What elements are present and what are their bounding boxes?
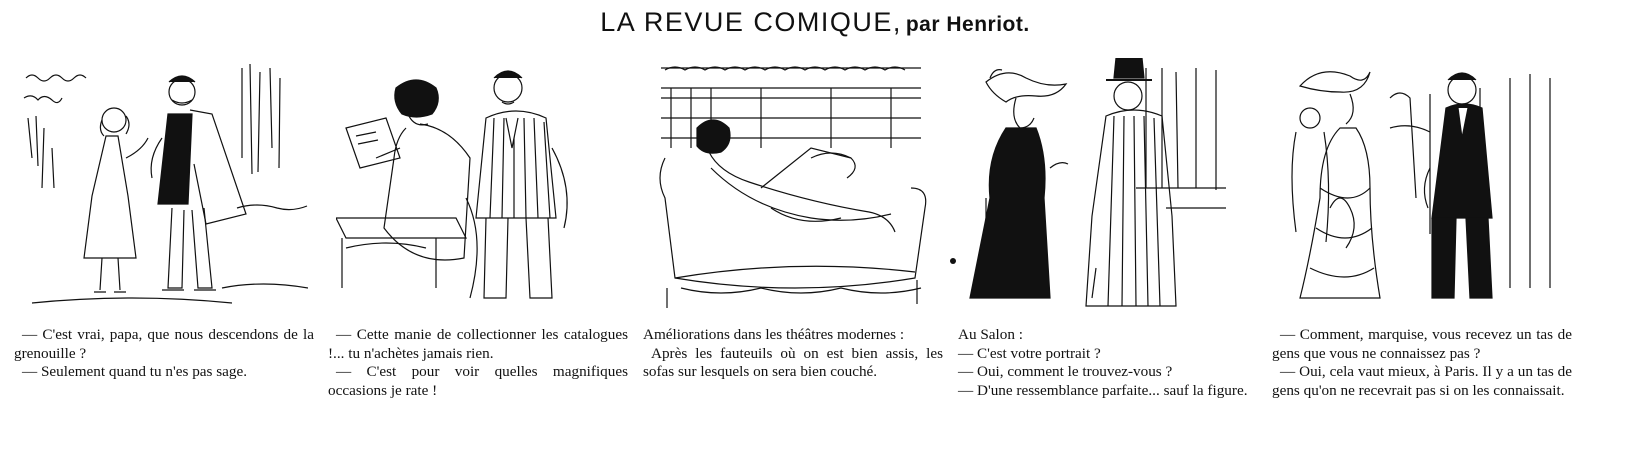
- caption-line: Au Salon :: [958, 326, 1023, 343]
- father-daughter-drawing: [22, 58, 308, 316]
- panel-4-illustration: [966, 58, 1252, 316]
- theatre-sofa-drawing: [651, 58, 937, 316]
- caption-line: — D'une ressemblance parfaite... sauf la figure.: [958, 381, 1248, 399]
- caption-line: — C'est votre portrait ?: [958, 344, 1101, 362]
- comic-panel-5: [1272, 58, 1572, 438]
- title-byline: par Henriot.: [905, 13, 1030, 36]
- salon-portrait-drawing: [966, 58, 1252, 316]
- catalogue-collector-drawing: [336, 58, 622, 316]
- caption-line: — Cette manie de collectionner les catalogues !... tu n'achètes jamais rien.: [328, 326, 628, 362]
- marquise-reception-drawing: [1280, 58, 1566, 316]
- comic-panel-1: [14, 58, 314, 438]
- caption-line: — C'est pour voir quelles magnifiques occasions je rate !: [328, 363, 628, 399]
- comic-panel-3: [643, 58, 943, 438]
- title-main: LA REVUE COMIQUE,: [600, 7, 902, 37]
- panel-1-caption: [14, 326, 314, 382]
- caption-line: — C'est vrai, papa, que nous descendons de la grenouille ?: [14, 326, 314, 362]
- panel-5-caption: [1272, 326, 1572, 400]
- caption-line: Après les fauteuils où on est bien assis, les sofas sur lesquels on sera bien couché.: [643, 344, 943, 380]
- panel-5-illustration: [1280, 58, 1566, 316]
- decorative-dot: [950, 258, 956, 264]
- panel-2-illustration: [336, 58, 622, 316]
- panel-2-caption: [328, 326, 628, 400]
- page-title: [0, 4, 1630, 45]
- panel-3-illustration: [651, 58, 937, 316]
- caption-line: — Seulement quand tu n'es pas sage.: [22, 363, 248, 380]
- caption-line: — Oui, comment le trouvez-vous ?: [958, 363, 1173, 380]
- comic-panel-2: [328, 58, 628, 438]
- comic-panel-4: [958, 58, 1258, 438]
- caption-line: — Comment, marquise, vous recevez un tas de gens que vous ne connaissez pas ?: [1272, 326, 1572, 362]
- panel-3-caption: [643, 326, 943, 382]
- panel-1-illustration: [22, 58, 308, 316]
- caption-line: — Oui, cela vaut mieux, à Paris. Il y a un tas de gens qu'on ne recevrait pas si on les connaissait.: [1272, 363, 1572, 399]
- panel-4-caption: [958, 326, 1258, 400]
- caption-line: Améliorations dans les théâtres modernes :: [643, 326, 905, 343]
